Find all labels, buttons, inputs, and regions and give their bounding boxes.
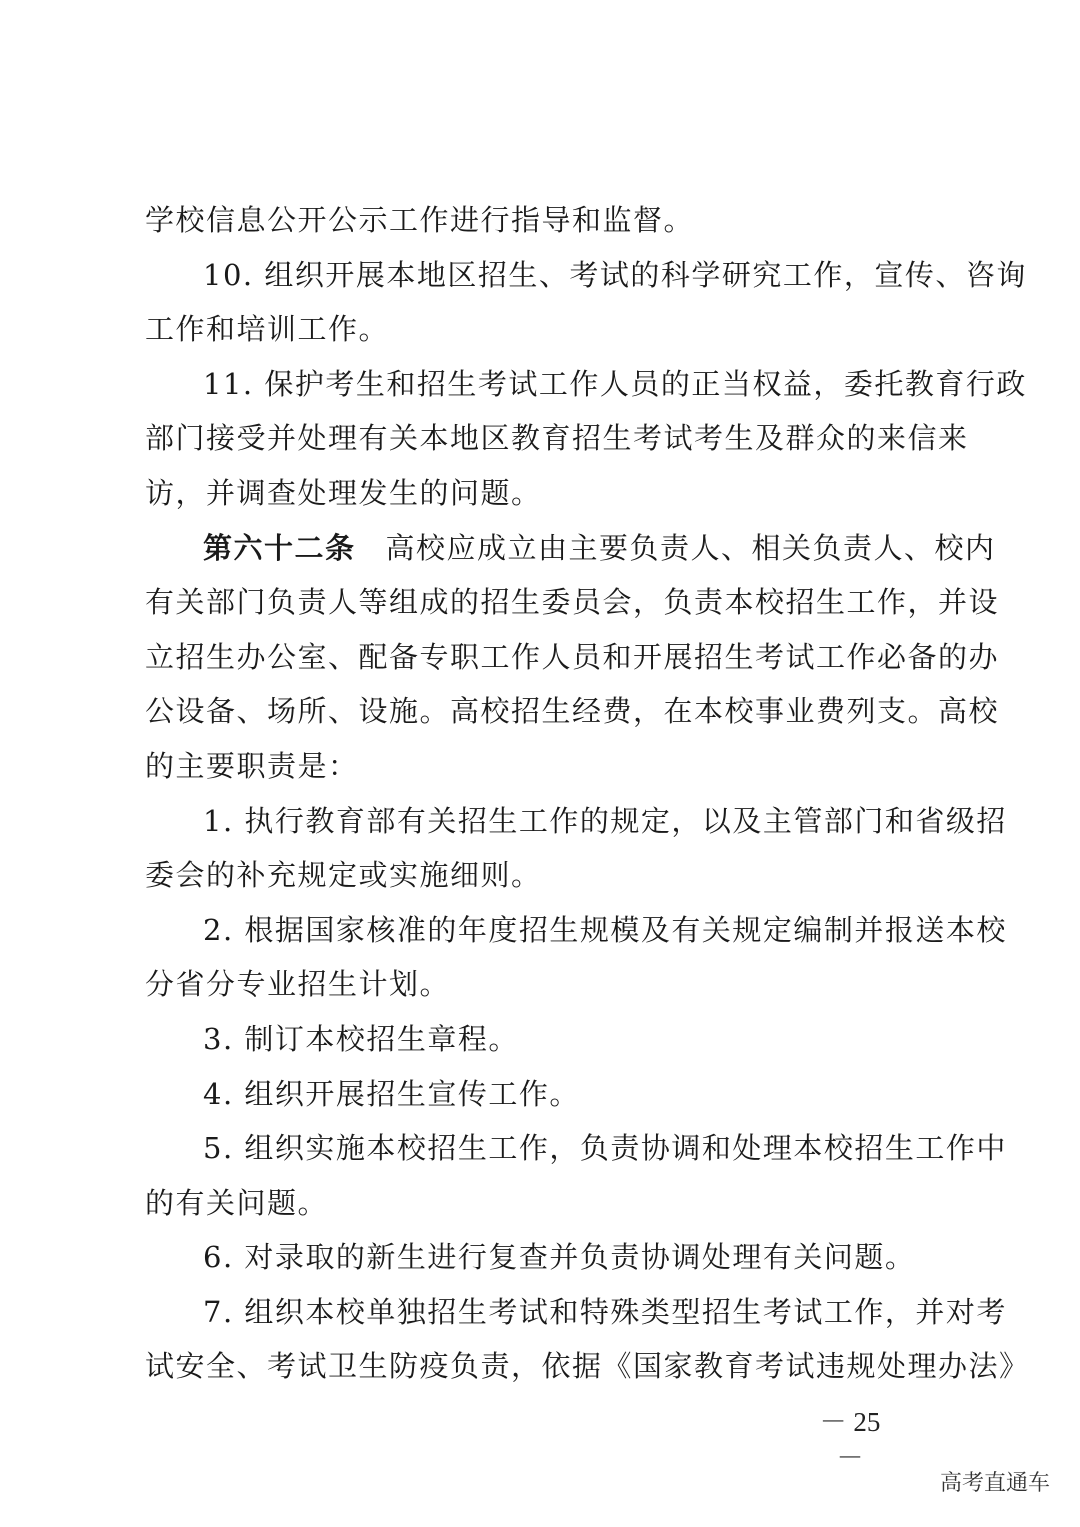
page-number: － 25 － [819,1407,881,1473]
text-line: 立招生办公室、配备专职工作人员和开展招生考试工作必备的办 [145,639,1000,674]
text-line: 有关部门负责人等组成的招生委员会，负责本校招生工作，并设 [145,585,1000,620]
text-line: 试安全、考试卫生防疫负责，依据《国家教育考试违规处理办法》 [145,1349,1030,1384]
text-line: 的主要职责是： [145,748,359,783]
text-line: 4. 组织开展招生宣传工作。 [203,1076,580,1111]
text-line: 访，并调查处理发生的问题。 [145,475,542,510]
text-line: 委会的补充规定或实施细则。 [145,858,542,893]
watermark-text: 高考直通车 [939,1470,1050,1495]
text-line: 学校信息公开公示工作进行指导和监督。 [145,203,695,237]
article-line [145,521,996,576]
text-line: 工作和培训工作。 [145,312,390,347]
document-body [145,193,1030,1394]
text-line: 部门接受并处理有关本地区教育招生考试考生及群众的来信来 [145,421,969,456]
article-heading: 第六十二条 [203,530,356,565]
text-line: 公设备、场所、设施。高校招生经费，在本校事业费列支。高校 [145,694,1000,729]
text-line: 6. 对录取的新生进行复查并负责协调处理有关问题。 [203,1240,916,1275]
text-line: 11. 保护考生和招生考试工作人员的正当权益，委托教育行政 [203,366,1027,401]
text-line: 3. 制订本校招生章程。 [203,1021,519,1056]
text-line: 分省分专业招生计划。 [145,967,451,1002]
text-line: 的有关问题。 [145,1185,329,1220]
text-line: 高校应成立由主要负责人、相关负责人、校内 [385,530,996,565]
text-line: 7. 组织本校单独招生考试和特殊类型招生考试工作，并对考 [203,1294,1007,1329]
text-line: 2. 根据国家核准的年度招生规模及有关规定编制并报送本校 [203,912,1007,947]
text-line: 1. 执行教育部有关招生工作的规定，以及主管部门和省级招 [203,803,1007,838]
text-line: 5. 组织实施本校招生工作，负责协调和处理本校招生工作中 [203,1131,1007,1166]
text-line: 10. 组织开展本地区招生、考试的科学研究工作，宣传、咨询 [203,257,1027,292]
